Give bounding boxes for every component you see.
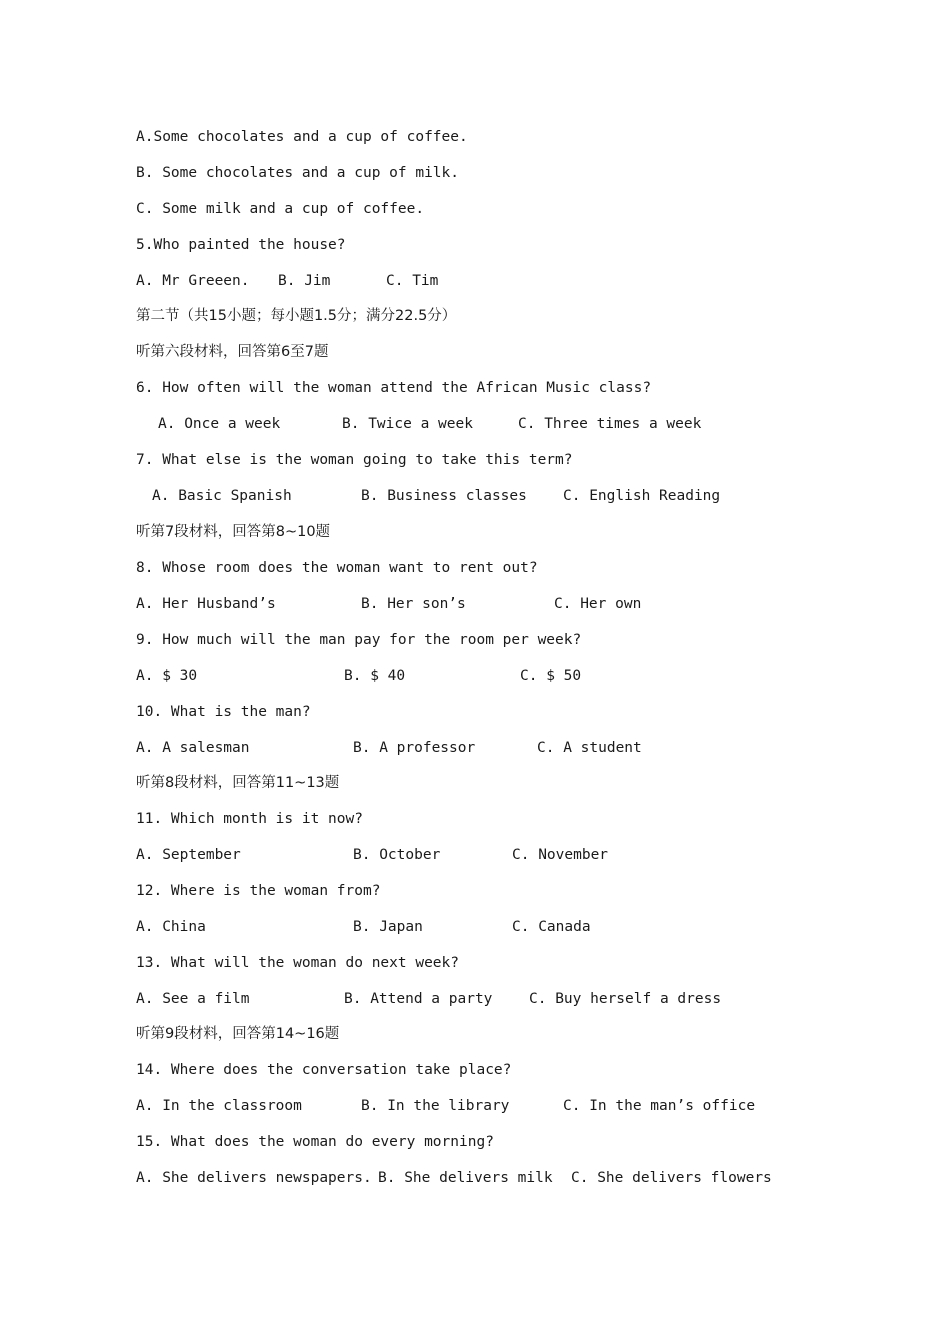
option-a: A. China <box>136 919 206 935</box>
question-text: 8. Whose room does the woman want to rent out? <box>136 560 538 576</box>
q13-options <box>136 989 722 1009</box>
option-c: C. Three times a week <box>518 416 702 432</box>
question-text: 5.Who painted the house? <box>136 237 346 253</box>
option-b: B. Her son’s <box>361 596 466 612</box>
q6-options <box>136 414 702 434</box>
q8-options <box>136 594 642 614</box>
option-b: B. She delivers milk <box>378 1170 553 1186</box>
option-text: B. Some chocolates and a cup of milk. <box>136 165 460 181</box>
option-c: C. Tim <box>386 273 439 289</box>
option-c: C. She delivers flowers <box>571 1170 772 1186</box>
option-text: C. Some milk and a cup of coffee. <box>136 201 425 217</box>
question-text: 14. Where does the conversation take place? <box>136 1062 512 1078</box>
option-text: A.Some chocolates and a cup of coffee. <box>136 129 468 145</box>
option-c: C. November <box>512 847 609 863</box>
option-b: B. October <box>353 847 441 863</box>
option-c: C. Canada <box>512 919 591 935</box>
option-b: B. In the library <box>361 1098 510 1114</box>
question-text: 12. Where is the woman from? <box>136 883 381 899</box>
question-text: 9. How much will the man pay for the room per week? <box>136 632 582 648</box>
option-b: B. Jim <box>278 273 331 289</box>
option-c: C. English Reading <box>563 488 721 504</box>
option-c: C. In the man’s office <box>563 1098 756 1114</box>
option-a: A. Her Husband’s <box>136 596 276 612</box>
option-c: C. Buy herself a dress <box>529 991 722 1007</box>
q9-options <box>136 666 582 686</box>
option-b: B. A professor <box>353 740 476 756</box>
option-a: A. Mr Greeen. <box>136 273 250 289</box>
question-text: 10. What is the man? <box>136 704 311 720</box>
question-text: 15. What does the woman do every morning? <box>136 1134 494 1150</box>
option-b: B. Attend a party <box>344 991 493 1007</box>
q12-options <box>136 917 591 937</box>
option-a: A. September <box>136 847 241 863</box>
option-b: B. Business classes <box>361 488 527 504</box>
material-heading-text: 听第8段材料，回答第11~13题 <box>136 775 340 791</box>
section-header-text: 第二节（共15小题；每小题1.5分；满分22.5分） <box>136 308 457 324</box>
q7-options <box>136 486 721 506</box>
question-text: 7. What else is the woman going to take this term? <box>136 452 573 468</box>
option-a: A. Once a week <box>158 416 281 432</box>
option-a: A. $ 30 <box>136 668 198 684</box>
option-c: C. $ 50 <box>520 668 582 684</box>
option-b: B. $ 40 <box>344 668 406 684</box>
material-heading-text: 听第六段材料，回答第6至7题 <box>136 344 329 360</box>
material-heading-text: 听第7段材料，回答第8~10题 <box>136 524 331 540</box>
option-b: B. Japan <box>353 919 423 935</box>
option-c: C. A student <box>537 740 642 756</box>
q14-options <box>136 1096 756 1116</box>
option-a: A. She delivers newspapers. <box>136 1170 372 1186</box>
question-text: 13. What will the woman do next week? <box>136 955 460 971</box>
material-heading-text: 听第9段材料，回答第14~16题 <box>136 1026 340 1042</box>
option-a: A. A salesman <box>136 740 250 756</box>
option-b: B. Twice a week <box>342 416 473 432</box>
q11-options <box>136 845 609 865</box>
question-text: 11. Which month is it now? <box>136 811 363 827</box>
q10-options <box>136 738 642 758</box>
option-a: A. See a film <box>136 991 250 1007</box>
q5-options <box>136 271 439 291</box>
option-a: A. Basic Spanish <box>152 488 292 504</box>
question-text: 6. How often will the woman attend the African Music class? <box>136 380 652 396</box>
q15-options <box>136 1168 772 1188</box>
option-a: A. In the classroom <box>136 1098 302 1114</box>
option-c: C. Her own <box>554 596 642 612</box>
